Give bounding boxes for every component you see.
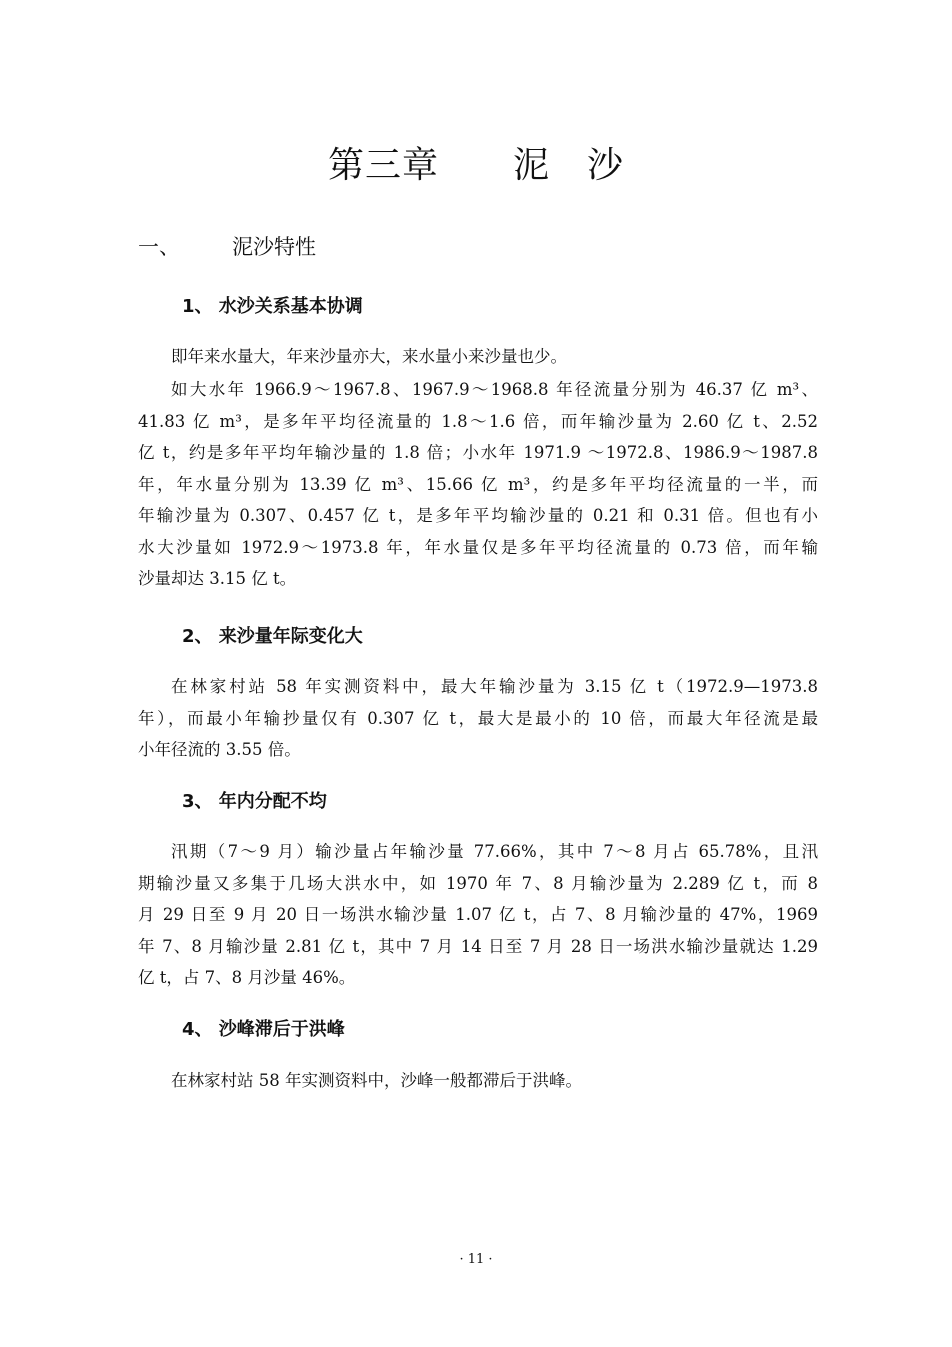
subsection-heading-3: 3、 年内分配不均: [182, 791, 327, 812]
paragraph-line: 月 29 日至 9 月 20 日一场洪水输沙量 1.07 亿 t，占 7、8 月输沙量的 47%，1969: [138, 905, 818, 924]
paragraph-line: 水大沙量如 1972.9～1973.8 年，年水量仅是多年平均径流量的 0.73 倍，而年输: [138, 537, 818, 557]
paragraph-line: 亿 t，约是多年平均年输沙量的 1.8 倍；小水年 1971.9 ～1972.8、1986.9～1987.8: [138, 443, 818, 462]
paragraph-line: 41.83 亿 m³，是多年平均径流量的 1.8～1.6 倍，而年输沙量为 2.60 亿 t、2.52: [138, 411, 818, 431]
paragraph-line: 年，年水量分别为 13.39 亿 m³、15.66 亿 m³，约是多年平均径流量的一半，而: [138, 474, 818, 494]
paragraph-line: 汛期（7～9 月）输沙量占年输沙量 77.66%，其中 7～8 月占 65.78%，且汛: [171, 842, 818, 861]
paragraph-2: [138, 374, 818, 595]
paragraph-line: 即年来水量大，年来沙量亦大，来水量小来沙量也少。: [171, 347, 567, 366]
section-number: 一、: [138, 235, 180, 259]
paragraph-1: [138, 341, 818, 373]
paragraph-line: 沙量却达 3.15 亿 t。: [138, 569, 297, 588]
section-heading: [138, 230, 316, 264]
paragraph-line: 亿 t，占 7、8 月沙量 46%。: [138, 968, 356, 987]
paragraph-line: 小年径流的 3.55 倍。: [138, 740, 301, 759]
paragraph-line: 在林家村站 58 年实测资料中，最大年输沙量为 3.15 亿 t（1972.9—1973.8: [171, 677, 818, 696]
subsection-heading-2: 2、 来沙量年际变化大: [182, 626, 363, 647]
paragraph-line: 期输沙量又多集于几场大洪水中，如 1970 年 7、8 月输沙量为 2.289 亿 t，而 8: [138, 873, 818, 893]
section-title: 泥沙特性: [232, 235, 316, 259]
paragraph-4: [138, 836, 818, 994]
paragraph-3: [138, 671, 818, 766]
paragraph-line: 如大水年 1966.9～1967.8、1967.9～1968.8 年径流量分别为 46.37 亿 m³、: [171, 380, 818, 399]
paragraph-line: 在林家村站 58 年实测资料中，沙峰一般都滞后于洪峰。: [171, 1071, 582, 1090]
paragraph-line: 年），而最小年输抄量仅有 0.307 亿 t，最大是最小的 10 倍，而最大年径流是最: [138, 708, 818, 728]
chapter-title: 第三章 泥 沙: [327, 145, 624, 186]
paragraph-line: 年输沙量为 0.307、0.457 亿 t，是多年平均输沙量的 0.21 和 0.31 倍。但也有小: [138, 506, 818, 525]
page-number: · 11 ·: [459, 1252, 493, 1267]
subsection-heading-1: 1、 水沙关系基本协调: [182, 296, 363, 317]
paragraph-line: 年 7、8 月输沙量 2.81 亿 t，其中 7 月 14 日至 7 月 28 日一场洪水输沙量就达 1.29: [138, 936, 818, 956]
paragraph-5: [138, 1065, 818, 1097]
subsection-heading-4: 4、 沙峰滞后于洪峰: [182, 1019, 345, 1040]
